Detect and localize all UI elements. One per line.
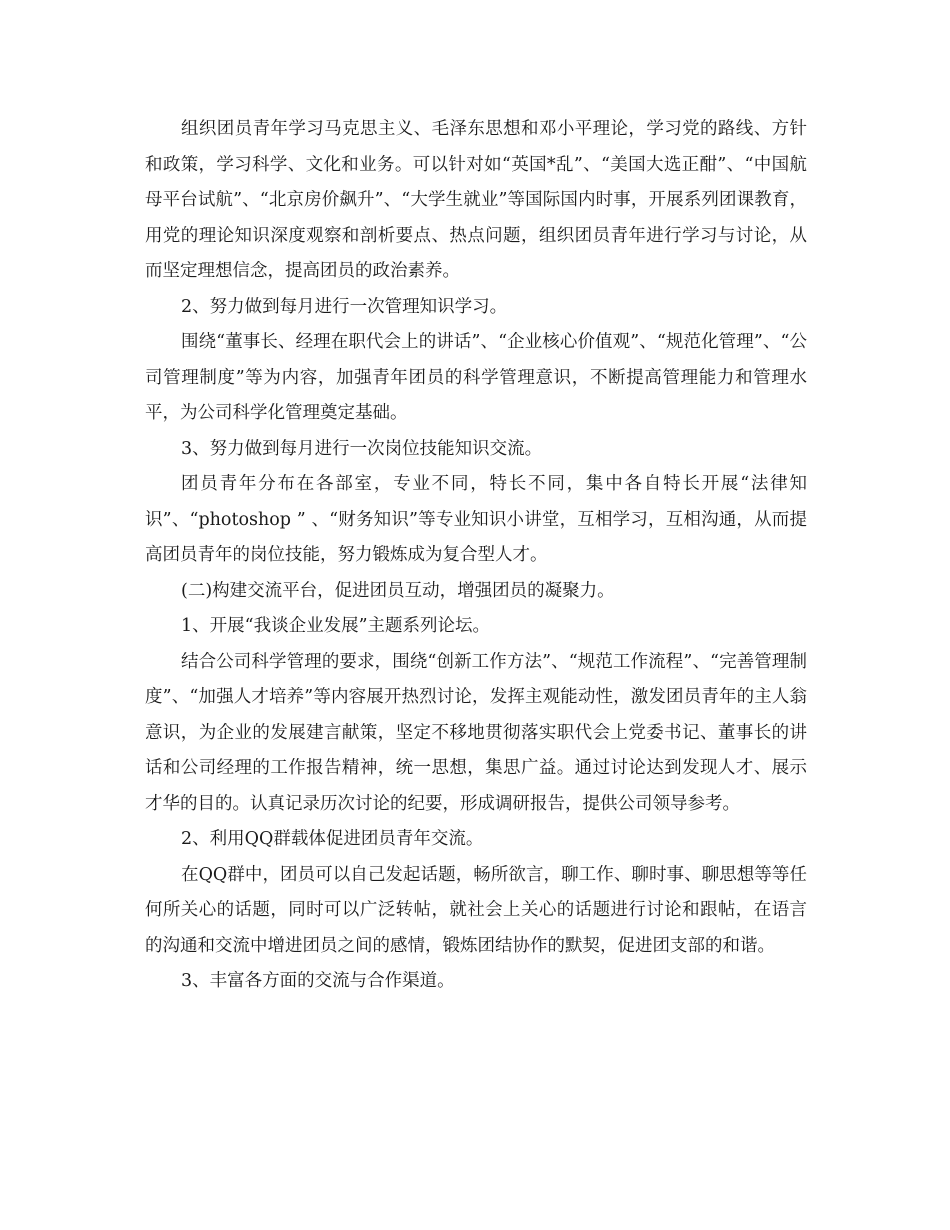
paragraph-study-theory: 组织团员青年学习马克思主义、毛泽东思想和邓小平理论，学习党的路线、方针和政策，学习科学、文化和业务。可以针对如“英国*乱”、“美国大选正酣”、“中国航母平台试航”、“北京房价飙升”、“大学生就业”等国际国内时事，开展系列团课教育，用党的理论知识深度观察和剖析要点、热点问题，组织团员青年进行学习与讨论，从而坚定理想信念，提高团员的政治素养。 <box>145 119 807 281</box>
heading-skill-exchange: 3、努力做到每月进行一次岗位技能知识交流。 <box>181 438 543 459</box>
heading-qq-group: 2、利用QQ群载体促进团员青年交流。 <box>181 829 484 849</box>
heading-management-study: 2、努力做到每月进行一次管理知识学习。 <box>181 296 508 317</box>
section-heading-exchange-platform: (二)构建交流平台，促进团员互动，增强团员的凝聚力。 <box>181 580 615 601</box>
heading-forum: 1、开展“我谈企业发展”主题系列论坛。 <box>181 616 491 636</box>
paragraph-management-study: 围绕“董事长、经理在职代会上的讲话”、“企业核心价值观”、“规范化管理”、“公司管理制度”等为内容，加强青年团员的科学管理意识，不断提高管理能力和管理水平，为公司科学化管理奠定基础。 <box>145 332 807 423</box>
heading-cooperation-channels: 3、丰富各方面的交流与合作渠道。 <box>181 971 455 991</box>
paragraph-skill-exchange: 团员青年分布在各部室，专业不同，特长不同，集中各自特长开展“法律知识”、“photoshop ” 、“财务知识”等专业知识小讲堂，互相学习，互相沟通，从而提高团员青年的岗位技能，努力锻炼成为复合型人才。 <box>145 474 807 565</box>
document-body <box>145 112 807 1000</box>
paragraph-qq-group: 在QQ群中，团员可以自己发起话题，畅所欲言，聊工作、聊时事、聊思想等等任何所关心的话题，同时可以广泛转帖，就社会上关心的话题进行讨论和跟帖，在语言的沟通和交流中增进团员之间的感情，锻炼团结协作的默契，促进团支部的和谐。 <box>145 864 807 956</box>
paragraph-forum: 结合公司科学管理的要求，围绕“创新工作方法”、“规范工作流程”、“完善管理制度”、“加强人才培养”等内容展开热烈讨论，发挥主观能动性，激发团员青年的主人翁意识，为企业的发展建言献策，坚定不移地贯彻落实职代会上党委书记、董事长的讲话和公司经理的工作报告精神，统一思想，集思广益。通过讨论达到发现人才、展示才华的目的。认真记录历次讨论的纪要，形成调研报告，提供公司领导参考。 <box>145 651 807 814</box>
